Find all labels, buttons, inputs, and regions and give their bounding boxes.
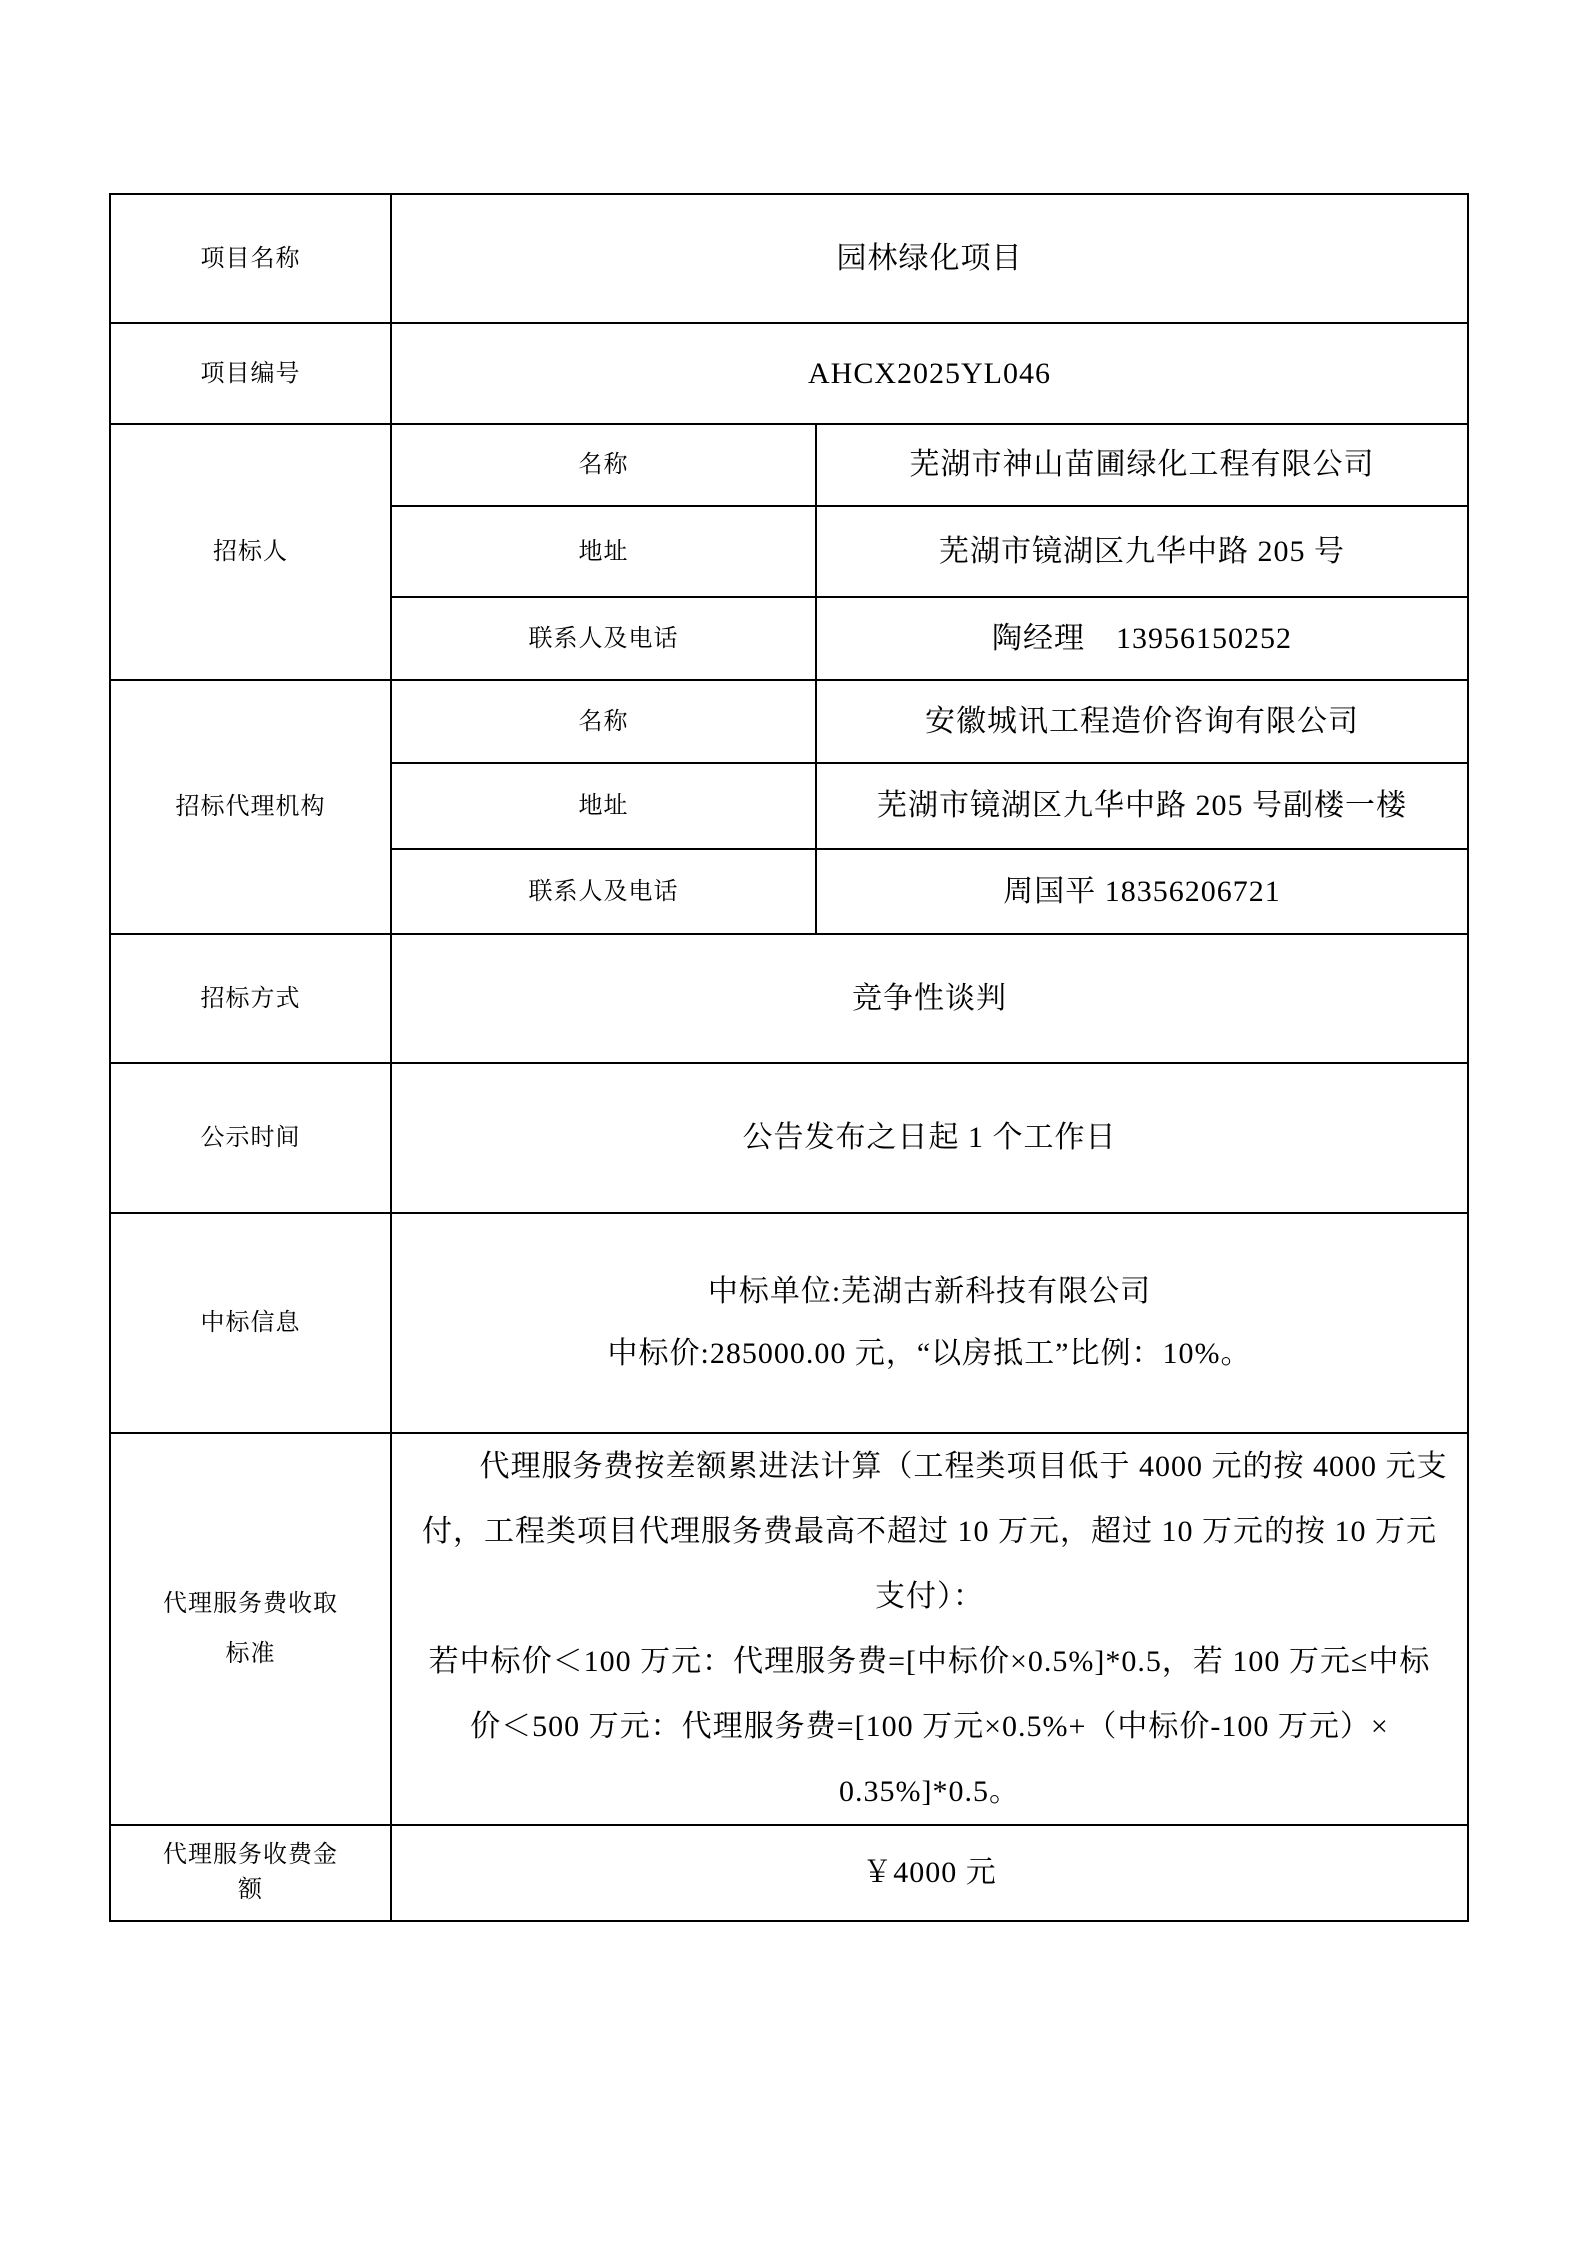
method-value: 竞争性谈判 [391, 934, 1468, 1063]
publicity-value: 公告发布之日起 1 个工作日 [391, 1063, 1468, 1213]
table-row [110, 680, 1468, 763]
tenderer-name-value: 芜湖市神山苗圃绿化工程有限公司 [816, 424, 1468, 506]
table-row [110, 323, 1468, 424]
table-row [110, 934, 1468, 1063]
tenderer-contact-label: 联系人及电话 [391, 597, 816, 680]
fee-standard-line: 代理服务费按差额累进法计算（工程类项目低于 4000 元的按 4000 元支 [479, 1450, 1448, 1483]
table-row [110, 1213, 1468, 1433]
fee-standard-label [110, 1433, 391, 1825]
award-price-line: 中标价:285000.00 元，“以房抵工”比例：10%。 [607, 1337, 1252, 1370]
project-code-label: 项目编号 [110, 323, 391, 424]
fee-standard-line: 支付）： [875, 1580, 984, 1613]
award-label: 中标信息 [110, 1213, 391, 1433]
tenderer-contact-value: 陶经理 13956150252 [816, 597, 1468, 680]
agency-name-value: 安徽城讯工程造价咨询有限公司 [816, 680, 1468, 763]
agency-address-label: 地址 [391, 763, 816, 849]
table-row [110, 1063, 1468, 1213]
fee-amount-label [110, 1825, 391, 1921]
award-value [391, 1213, 1468, 1433]
agency-label: 招标代理机构 [110, 680, 391, 934]
project-code-value: AHCX2025YL046 [391, 323, 1468, 424]
table-row [110, 1825, 1468, 1921]
tenderer-address-value: 芜湖市镜湖区九华中路 205 号 [816, 506, 1468, 597]
tenderer-label: 招标人 [110, 424, 391, 680]
fee-standard-value [391, 1433, 1468, 1825]
method-label: 招标方式 [110, 934, 391, 1063]
agency-contact-value: 周国平 18356206721 [816, 849, 1468, 934]
fee-standard-line: 0.35%]*0.5。 [839, 1775, 1020, 1808]
table-row [110, 1433, 1468, 1825]
tender-info-table [109, 193, 1469, 1922]
agency-contact-label: 联系人及电话 [391, 849, 816, 934]
project-name-label: 项目名称 [110, 194, 391, 323]
agency-name-label: 名称 [391, 680, 816, 763]
publicity-label: 公示时间 [110, 1063, 391, 1213]
fee-standard-label-text: 代理服务费收取标准 [163, 1590, 338, 1667]
award-winner-line: 中标单位:芜湖古新科技有限公司 [707, 1275, 1152, 1308]
agency-address-value: 芜湖市镜湖区九华中路 205 号副楼一楼 [816, 763, 1468, 849]
fee-amount-label-text: 代理服务收费金额 [163, 1842, 338, 1903]
fee-standard-line: 若中标价＜100 万元：代理服务费=[中标价×0.5%]*0.5，若 100 万元≤中标 [428, 1645, 1431, 1678]
tenderer-address-label: 地址 [391, 506, 816, 597]
project-name-value: 园林绿化项目 [391, 194, 1468, 323]
table-row [110, 424, 1468, 506]
tenderer-name-label: 名称 [391, 424, 816, 506]
fee-amount-value: ￥4000 元 [391, 1825, 1468, 1921]
fee-standard-line: 价＜500 万元：代理服务费=[100 万元×0.5%+（中标价-100 万元）× [470, 1710, 1389, 1743]
fee-standard-line: 付，工程类项目代理服务费最高不超过 10 万元，超过 10 万元的按 10 万元 [422, 1515, 1437, 1548]
table-row [110, 194, 1468, 323]
